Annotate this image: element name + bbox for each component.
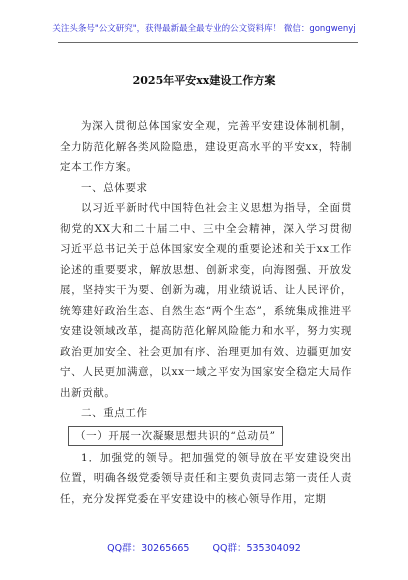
- general-requirements-paragraph: 以习近平新时代中国特色社会主义思想为指导，全面贯彻党的XX大和二十届二中、三中全会精神，深入学习贯彻习近平总书记关于总体国家安全观的重要论述和关于xx工作论述的重要要求，解放思想、创新求变，向海图强、开放发展，坚持实干为要、创新为魂，用业绩说话、让人民评价，统筹建好政治生态、自然生态“两个生态”，系统集成推进平安建设领域改革，提高防范化解风险能力和水平，努力实现政治更加安全、社会更加有序、治理更加有效、边疆更加安宁、人民更加满意，以xx一域之平安为国家安全稳定大局作出新贡献。: [60, 202, 352, 399]
- footer-qq-group-2: QQ群：535304092: [212, 543, 301, 554]
- header-divider: [58, 42, 358, 43]
- intro-paragraph: 为深入贯彻总体国家安全观，完善平安建设体制机制，全力防范化解各类风险隐患，建设更高水平的平安xx，特制定本工作方案。: [60, 120, 352, 173]
- section-heading-key-work: 二、重点工作: [81, 407, 148, 419]
- subsection-heading-mobilization: （一）开展一次凝聚思想共识的“总动员”: [68, 426, 283, 446]
- footer-qq-group-1: QQ群：30265665: [107, 543, 190, 554]
- document-title: 2025年平安xx建设工作方案: [132, 74, 276, 87]
- footer-contact: [0, 540, 408, 554]
- item-paragraph-party-leadership: 1．加强党的领导。把加强党的领导放在平安建设突出位置，明确各级党委领导责任和主要负责同志第一责任人责任，充分发挥党委在平安建设中的核心领导作用，定期: [60, 451, 352, 505]
- section-heading-general-requirements: 一、总体要求: [81, 181, 148, 194]
- header-note: 关注头条号"公文研究"，获得最新最全最专业的公文资料库！ 微信：gongwenyj: [52, 24, 356, 34]
- document-body: [60, 116, 352, 509]
